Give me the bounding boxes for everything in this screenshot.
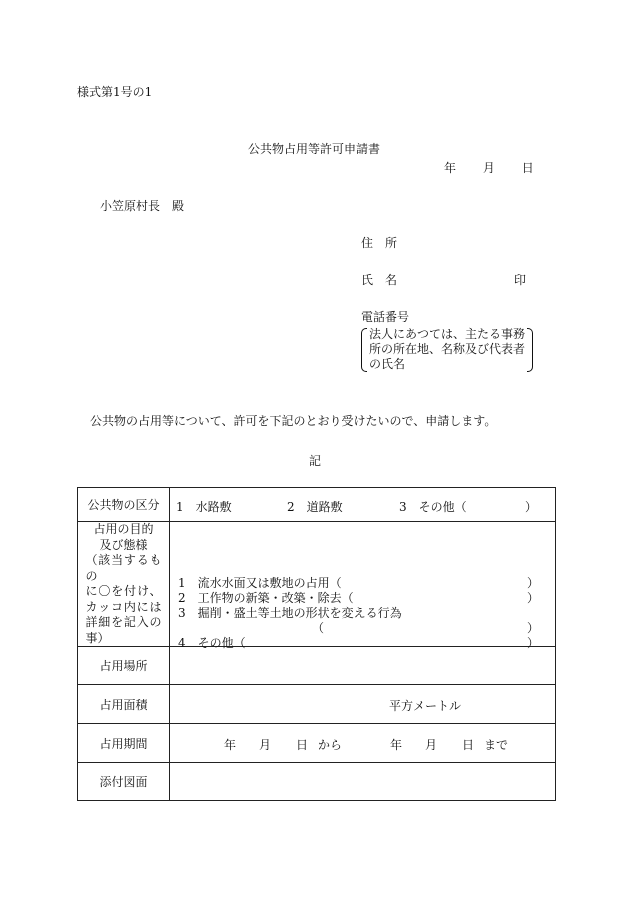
area-unit: 平方メートル: [389, 699, 462, 713]
bracket-left: [361, 328, 367, 372]
period-to-year: 年: [390, 738, 403, 752]
purpose-label-line: に〇を付け、: [85, 584, 162, 598]
period-to-month: 月: [425, 738, 438, 752]
table-row-category: [78, 488, 556, 522]
close-paren: ）: [526, 636, 539, 650]
corporate-note-line: 所の所在地、名称及び代表者: [369, 342, 526, 356]
request-sentence: 公共物の占用等について、許可を下記のとおり受けたいので、申請します。: [90, 414, 497, 428]
purpose-label-line: 占用の目的: [93, 522, 154, 536]
purpose-label-line: 事）: [85, 630, 110, 645]
corporate-note: [361, 327, 531, 373]
purpose-item-4-text: 4 その他（: [178, 636, 246, 650]
table-row-location: [78, 647, 556, 685]
open-paren: （: [312, 621, 325, 635]
category-label: 公共物の区分: [78, 488, 170, 522]
purpose-item-4[interactable]: [178, 634, 539, 651]
document-title: 公共物占用等許可申請書: [248, 142, 381, 156]
period-label: 占用期間: [78, 724, 170, 763]
period-from-label: から: [318, 738, 343, 752]
purpose-field[interactable]: [170, 522, 556, 650]
date-line: [444, 162, 534, 174]
category-option-2[interactable]: 2 道路敷: [287, 500, 343, 514]
table-row-purpose: [78, 522, 556, 647]
close-paren: ）: [526, 621, 539, 635]
period-to-label: まで: [484, 738, 509, 752]
area-label: 占用面積: [78, 685, 170, 724]
attachment-label: 添付図面: [78, 763, 170, 801]
purpose-item-3-text: 3 掘削・盛土等土地の形状を変える行為: [178, 606, 402, 620]
period-from-month: 月: [259, 738, 272, 752]
category-option-1[interactable]: 1 水路敷: [176, 500, 232, 514]
date-month: 月: [482, 161, 495, 175]
category-option-3[interactable]: 3 その他（: [399, 500, 467, 514]
table-row-period: [78, 724, 556, 763]
form-number: 様式第1号の1: [77, 85, 153, 99]
purpose-item-2-text: 2 工作物の新築・改築・除去（: [178, 591, 354, 605]
date-day: 日: [521, 161, 534, 175]
table-row-area: [78, 685, 556, 724]
purpose-label: [78, 522, 170, 647]
bracket-right: [527, 328, 533, 372]
close-paren: ）: [526, 576, 539, 590]
category-close-paren: ）: [525, 500, 538, 514]
purpose-label-line: カッコ内には: [85, 599, 162, 614]
period-from-day: 日: [296, 738, 309, 752]
addressee: 小笠原村長 殿: [100, 199, 185, 213]
application-table: [77, 487, 556, 801]
purpose-label-line: 及び態様: [99, 537, 148, 552]
corporate-note-line: の氏名: [369, 357, 406, 371]
corporate-note-line: 法人にあつては、主たる事務: [369, 327, 526, 341]
seal-mark: 印: [514, 273, 527, 287]
period-to-day: 日: [462, 738, 475, 752]
location-field[interactable]: [170, 647, 556, 685]
purpose-item-1-text: 1 流水水面又は敷地の占用（: [178, 576, 342, 590]
name-label: 氏 名: [361, 273, 398, 287]
area-field[interactable]: [170, 685, 556, 724]
purpose-item-3[interactable]: [178, 604, 539, 621]
date-year: 年: [444, 161, 457, 175]
location-label: 占用場所: [78, 647, 170, 685]
period-from-year: 年: [224, 738, 237, 752]
period-field[interactable]: [170, 724, 556, 763]
attachment-field[interactable]: [170, 763, 556, 801]
phone-label: 電話番号: [361, 310, 410, 324]
address-label: 住 所: [361, 236, 398, 250]
purpose-label-line: （該当するもの: [85, 553, 162, 583]
purpose-label-line: 詳細を記入の: [85, 615, 162, 629]
ki-heading: 記: [309, 454, 322, 468]
category-field[interactable]: [170, 488, 556, 522]
table-row-attachment: [78, 763, 556, 801]
close-paren: ）: [526, 591, 539, 605]
